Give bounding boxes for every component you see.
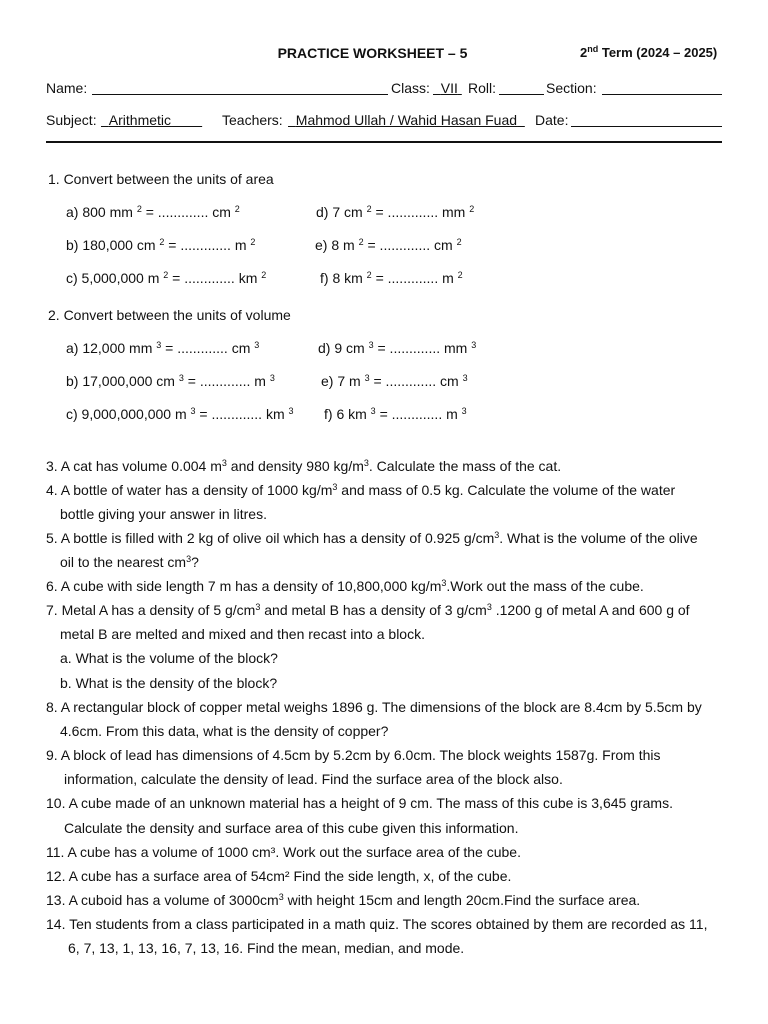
subject-label: Subject: [46, 112, 97, 128]
class-label: Class: [391, 80, 430, 96]
q2-item: d) 9 cm $^3$ = ............. mm $^3$ [318, 340, 477, 356]
section-field[interactable] [602, 94, 722, 95]
question-line: 10. A cube made of an unknown material has a height of 9 cm. The mass of this cube is 3,645 grams. [46, 795, 673, 811]
header-divider [46, 141, 722, 143]
question-line: 6. A cube with side length 7 m has a density of 10,800,000 $kg/m^3.Work$ out the mass of the cube. [46, 578, 644, 594]
subject-value [101, 113, 202, 127]
question-line: oil to the nearest $cm^3$? [60, 554, 199, 570]
q2-item: a) 12,000 mm $^3$ = ............. cm $^3$ [66, 340, 260, 356]
worksheet-title: PRACTICE WORKSHEET – 5 [277, 45, 468, 61]
question-line: Calculate the density and surface area of this cube given this information. [64, 820, 519, 836]
teachers-label: Teachers: [222, 112, 283, 128]
question-line: 9. A block of lead has dimensions of 4.5cm by 5.2cm by 6.0cm. The block weights 1587g. From this [46, 747, 661, 763]
date-field[interactable] [571, 126, 722, 127]
q1-item: e) 8 m $^2$ = ............. cm $^2$ [315, 237, 462, 253]
question-line: a. What is the volume of the block? [60, 650, 278, 666]
q1-item: f) 8 km $^2$ = ............. m $^2$ [320, 270, 463, 286]
q2-item: e) 7 m $^3$ = ............. cm $^3$ [321, 373, 468, 389]
teachers-value [288, 113, 525, 127]
q1-item: b) 180,000 cm $^2$ = ............. m $^2$ [66, 237, 256, 253]
question-line: 14. Ten students from a class participated in a math quiz. The scores obtained by them are recorded as 11, [46, 916, 708, 932]
q2-item: c) 9,000,000,000 m $^3$ = ............. km $^3$ [66, 406, 294, 422]
subject-value-text: Arithmetic [108, 112, 172, 128]
question-line: 5. A bottle is filled with 2 kg of olive oil which has a density of 0.925 $g/cm^3$. What is the volume of the olive [46, 530, 698, 546]
question-line: bottle giving your answer in litres. [60, 506, 267, 522]
class-value [433, 81, 462, 95]
q2-item: b) 17,000,000 cm $^3$ = ............. m $^3$ [66, 373, 275, 389]
question-line: 7. Metal A has a density of 5 $g/cm^3$ and metal B has a density of 3 $g/cm^3$ .1200 g of metal A and 600 g of [46, 602, 690, 618]
date-label: Date: [535, 112, 569, 128]
q1-item: c) 5,000,000 m $^2$ = ............. km $^2$ [66, 270, 267, 286]
question-line: metal B are melted and mixed and then recast into a block. [60, 626, 425, 642]
teachers-value-text: Mahmod Ullah / Wahid Hasan Fuad [295, 112, 518, 128]
q1-item: d) 7 cm $^2$ = ............. mm $^2$ [316, 204, 475, 220]
roll-field[interactable] [499, 94, 544, 95]
q1-item: a) 800 mm $^2$ = ............. cm $^2$ [66, 204, 240, 220]
term-number: 2 [580, 45, 588, 60]
question-line: 12. A cube has a surface area of 54cm² Find the side length, x, of the cube. [46, 868, 512, 884]
question-line: 3. A cat has volume 0.004 $m^3$ and density 980 $kg/m^3$. Calculate the mass of the cat. [46, 458, 562, 474]
question-line: 8. A rectangular block of copper metal weighs 1896 g. The dimensions of the block are 8.4cm by 5.5cm by [46, 699, 702, 715]
question-line: information, calculate the density of lead. Find the surface area of the block also. [64, 771, 563, 787]
roll-label: Roll: [468, 80, 497, 96]
section-label: Section: [546, 80, 597, 96]
q1-heading: 1. Convert between the units of area [48, 171, 274, 187]
question-line: b. What is the density of the block? [60, 675, 278, 691]
term-text: Term (2024 – 2025) [598, 45, 718, 60]
question-line: 4.6cm. From this data, what is the density of copper? [60, 723, 389, 739]
question-line: 4. A bottle of water has a density of 1000 $kg/m^3$ and mass of 0.5 kg. Calculate the volume of the water [46, 482, 676, 498]
term-label [580, 46, 717, 59]
question-line: 11. A cube has a volume of 1000 cm³. Work out the surface area of the cube. [46, 844, 521, 860]
q2-heading: 2. Convert between the units of volume [48, 307, 291, 323]
question-line: 6, 7, 13, 1, 13, 16, 7, 13, 16. Find the mean, median, and mode. [68, 940, 465, 956]
class-value-text: VII [440, 80, 458, 96]
name-field[interactable] [92, 94, 388, 95]
question-line: 13. A cuboid has a volume of $3000cm^3$ with height 15cm and length 20cm.Find the surface area. [46, 892, 641, 908]
name-label: Name: [46, 80, 88, 96]
term-suffix: nd [587, 44, 599, 54]
q2-item: f) 6 km $^3$ = ............. m $^3$ [324, 406, 467, 422]
